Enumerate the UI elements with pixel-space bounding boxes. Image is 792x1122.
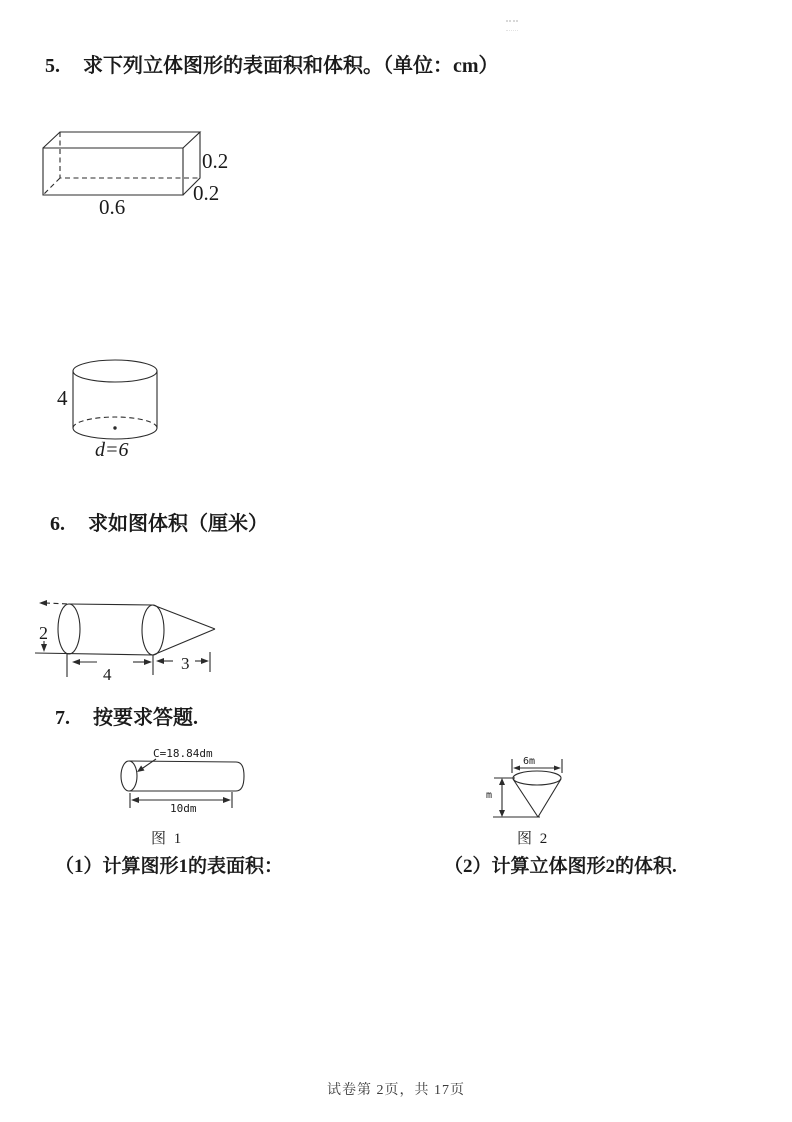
pencil-diameter-arrowhead	[41, 644, 47, 652]
length3-right-arrowhead	[201, 658, 209, 664]
pencil-top-extension	[45, 603, 69, 604]
cuboid-figure	[35, 120, 250, 222]
cylinder-figure	[50, 352, 185, 467]
pencil-diameter-label: 2	[39, 623, 48, 643]
cuboid-hidden-edges	[43, 132, 200, 195]
cylinder-center-dot	[113, 426, 116, 429]
fig2-height-down-arrowhead	[499, 810, 505, 817]
pencil-cylinder-length-label: 4	[103, 665, 112, 684]
figure1-cylinder	[100, 742, 270, 817]
fig1-dim-right-arrowhead	[223, 797, 231, 803]
fig2-top-ellipse	[513, 771, 561, 785]
pencil-cone-edges	[153, 605, 215, 655]
figure2-caption: 图 2	[517, 831, 550, 847]
pencil-left-ellipse	[58, 604, 80, 654]
problem-6-text: 求如图体积（厘米）	[88, 513, 268, 535]
fig2-height-up-arrowhead	[499, 778, 505, 785]
problem-5-number: 5.	[45, 55, 60, 77]
problem-5-title	[45, 53, 499, 79]
cuboid-front-face	[43, 148, 183, 195]
pencil-bottom-edge	[35, 653, 153, 655]
fig2-top-dim-left-arrowhead	[513, 766, 520, 771]
fig2-top-dim-right-arrowhead	[554, 766, 561, 771]
pencil-top-edge	[69, 604, 153, 605]
page-footer: 试卷第 2页，共 17页	[327, 1083, 465, 1098]
fig1-callout-arrowhead	[137, 766, 145, 773]
problem-6-title	[50, 511, 268, 537]
cuboid-length-label: 0.6	[99, 195, 126, 219]
subquestion-2: （2）计算立体图形2的体积.	[444, 856, 677, 877]
figure1-caption: 图 1	[151, 831, 184, 847]
length3-left-arrowhead	[156, 658, 164, 664]
length4-left-arrowhead	[72, 659, 80, 665]
length4-right-arrowhead	[144, 659, 152, 665]
scan-artifact	[506, 20, 518, 31]
pencil-top-left-arrowhead	[39, 600, 47, 606]
problem-7-number: 7.	[55, 707, 70, 729]
problem-5-text: 求下列立体图形的表面积和体积。（单位：cm）	[83, 55, 499, 77]
fig2-diameter-label: 6m	[523, 756, 536, 767]
pencil-cone-length-label: 3	[181, 654, 190, 673]
fig1-length-label: 10dm	[170, 802, 197, 815]
subquestion-1: （1）计算图形1的表面积：	[55, 856, 284, 877]
fig1-left-ellipse	[121, 761, 137, 791]
cuboid-height-label: 0.2	[202, 149, 229, 173]
cuboid-width-label: 0.2	[193, 181, 220, 205]
fig1-circumference-label: C=18.84dm	[153, 747, 213, 760]
cylinder-diameter-label: d=6	[95, 439, 129, 461]
pencil-figure	[25, 590, 225, 690]
cylinder-top-ellipse	[73, 360, 157, 382]
pencil-right-ellipse	[142, 605, 164, 655]
cylinder-height-label: 4	[57, 386, 68, 410]
cuboid-visible-edges	[43, 132, 200, 195]
problem-7-text: 按要求答题.	[93, 707, 198, 729]
fig2-height-label: m	[486, 790, 493, 801]
figure2-cone	[478, 740, 593, 830]
problem-6-number: 6.	[50, 513, 65, 535]
problem-7-title	[55, 705, 198, 731]
fig1-dim-left-arrowhead	[131, 797, 139, 803]
